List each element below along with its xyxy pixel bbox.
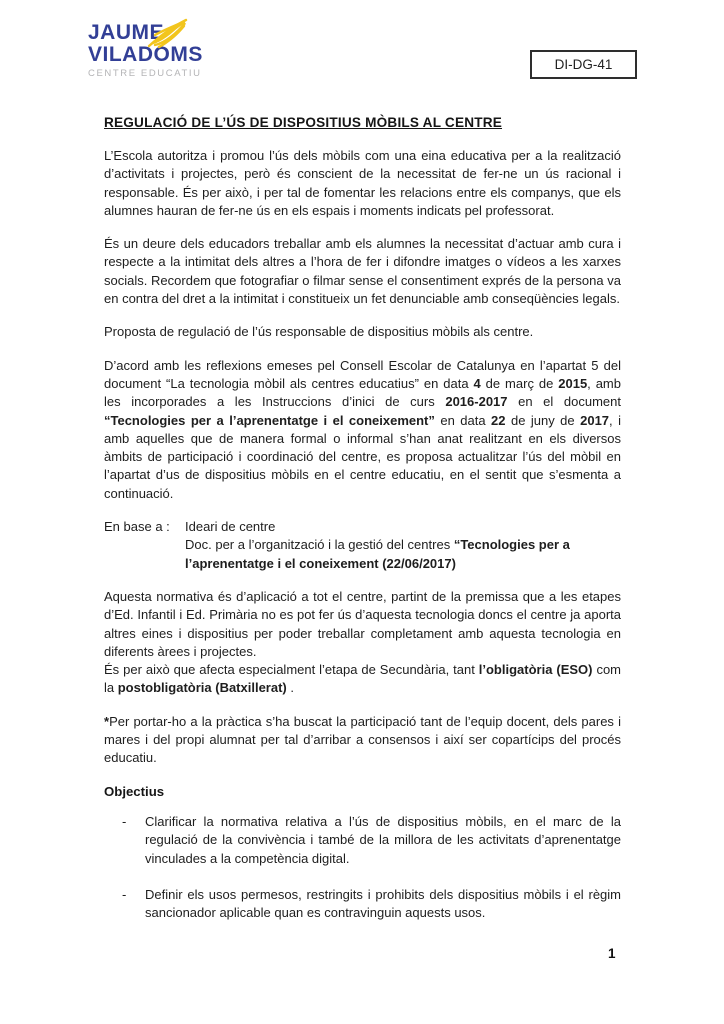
objective-text-1: Clarificar la normativa relativa a l’ús de dispositius mòbils, en el marc de la regulació de la convivència i també de la millora de les activitats d’aprenentatge vinculades a la competència digital. <box>145 813 621 866</box>
document-body <box>104 114 621 940</box>
document-code: DI-DG-41 <box>554 57 613 72</box>
logo-tagline: CENTRE EDUCATIU <box>88 68 202 79</box>
school-logo <box>88 22 203 79</box>
basis-label: En base a : <box>104 519 170 535</box>
document-title: REGULACIÓ DE L’ÚS DE DISPOSITIUS MÒBILS AL CENTRE <box>104 115 503 130</box>
basis-item-doc: Doc. per a l’organització i la gestió del centres “Tecnologies per a l’aprenentatge i el coneixement (22/06/2017) <box>185 537 570 571</box>
basis-items <box>185 518 575 573</box>
logo-leaf-icon <box>144 16 190 50</box>
bullet-dash: - <box>122 813 127 829</box>
objectives-heading: Objectius <box>104 783 165 799</box>
logo-text-viladoms: VILADOMS <box>88 43 203 66</box>
paragraph-intro: L’Escola autoritza i promou l’ús dels mòbils com una eina educativa per a la realització d’activitats i projectes, però és conscient de la necessitat de fer-ne un ús racional i responsable. És per això, i per tal de fomentar les relacions entre els companys, que els alumnes hauran de fer-ne ús en els espais i moments indicats pel professorat. <box>104 148 621 218</box>
basis-block <box>104 518 621 573</box>
paragraph-secondary-stage: És per això que afecta especialment l’etapa de Secundària, tant l’obligatòria (ESO) com la postobligatòria (Batxillerat) . <box>104 662 622 696</box>
objective-text-2: Definir els usos permesos, restringits i prohibits dels dispositius mòbils i el règim sancionador aplicable quan es contravinguin aquests usos. <box>145 886 621 921</box>
paragraph-participation: *Per portar-ho a la pràctica s’ha buscat la participació tant de l’equip docent, dels pares i mares i del propi alumnat per tal d’arribar a consensos i així ser copartícips del procés educatiu. <box>104 713 621 766</box>
paragraph-background: D’acord amb les reflexions emeses pel Consell Escolar de Catalunya en l’apartat 5 del document “La tecnologia mòbil als centres educatius” en data 4 de març de 2015, amb les incorporades a les Instruccions d’inici de curs 2016-2017 en el document “Tecnologies per a l’aprenentatge i el coneixement” en data 22 de juny de 2017, i amb aquelles que de manera formal o informal s’han anat realitzant en els diversos àmbits de participació i coordinació del centre, es proposa actualitzar l’ús del mòbil en l’apartat d’us de dispositius mòbils en el centre educatiu, en el sentit que s’esmenta a continuació. <box>104 357 621 501</box>
basis-item-ideari: Ideari de centre <box>185 519 276 535</box>
paragraph-scope: Aquesta normativa és d’aplicació a tot el centre, partint de la premissa que a les etapes d’Ed. Infantil i Ed. Primària no es pot fer ús d’aquesta tecnologia doncs el centre ja aporta altres eines i dispositius per poder treballar completament amb aquesta tecnologia en diferents àrees i projectes. <box>104 588 621 659</box>
logo-text-jaume: JAUME <box>88 21 165 44</box>
bullet-dash: - <box>122 886 127 902</box>
document-code-box <box>530 50 637 79</box>
objective-item-2 <box>104 886 621 923</box>
paragraph-proposal: Proposta de regulació de l’ús responsable de dispositius mòbils als centre. <box>104 324 534 340</box>
objective-item-1 <box>104 813 621 868</box>
page-number: 1 <box>608 946 616 961</box>
paragraph-educators-duty: És un deure dels educadors treballar amb els alumnes la necessitat d’actuar amb cura i respecte a la intimitat dels altres a l’hora de fer i difondre imatges o vídeos a les xarxes socials. Recordem que fotografiar o filmar sense el consentiment exprés de la persona va en contra del dret a la intimitat i constitueix un fet denunciable amb conseqüències legals. <box>104 236 621 307</box>
